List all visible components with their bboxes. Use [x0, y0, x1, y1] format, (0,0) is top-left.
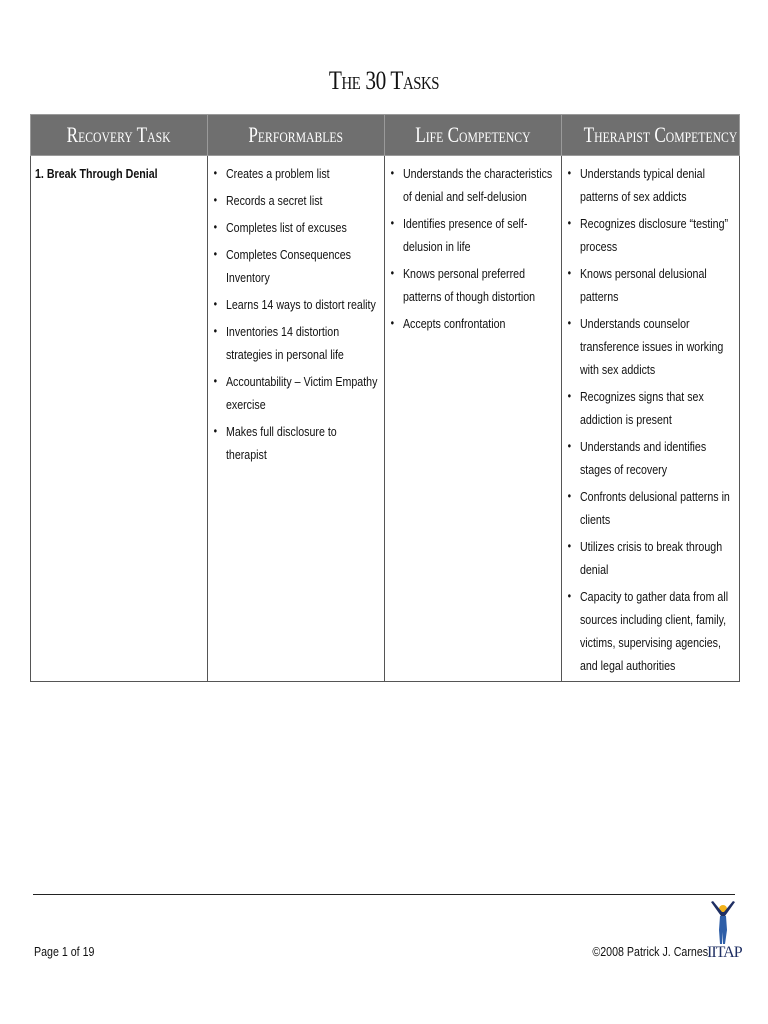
list-item: [212, 320, 380, 366]
list-item: [566, 385, 735, 431]
list-item-text: Understands typical denial patterns of sex addicts: [579, 166, 705, 204]
list-item-text: Confronts delusional patterns in clients: [579, 489, 730, 527]
list-item-text: Identifies presence of self-delusion in life: [402, 216, 528, 254]
list-item-text: Records a secret list: [225, 193, 323, 208]
list-item: [566, 262, 735, 308]
column-header-life-competency: Life Competency: [385, 115, 562, 156]
copyright-text: ©2008 Patrick J. Carnes: [592, 944, 708, 959]
bullet-icon: •: [213, 193, 218, 207]
list-item-text: Learns 14 ways to distort reality: [225, 297, 376, 312]
tasks-table: [30, 114, 740, 682]
list-item: [212, 370, 380, 416]
bullet-icon: •: [567, 439, 572, 453]
list-item: [566, 312, 735, 381]
list-item-text: Understands counselor transference issues in working with sex addicts: [579, 316, 724, 377]
list-item: [212, 189, 380, 212]
bullet-icon: •: [567, 216, 572, 230]
list-item-text: Knows personal delusional patterns: [579, 266, 707, 304]
bullet-icon: •: [213, 374, 218, 388]
bullet-icon: •: [567, 589, 572, 603]
list-item-text: Recognizes disclosure “testing” process: [579, 216, 729, 254]
bullet-icon: •: [567, 316, 572, 330]
bullet-icon: •: [213, 247, 218, 261]
recovery-task-cell: [31, 156, 208, 682]
column-header-performables: Performables: [208, 115, 385, 156]
list-item-text: Knows personal preferred patterns of though distortion: [402, 266, 536, 304]
person-raising-arms-icon: [707, 900, 739, 946]
list-item: [389, 162, 557, 208]
bullet-icon: •: [390, 166, 395, 180]
list-item: [389, 212, 557, 258]
bullet-icon: •: [567, 489, 572, 503]
bullet-icon: •: [213, 297, 218, 311]
iitap-logo: IITAP: [707, 900, 739, 962]
table-row: [31, 156, 740, 682]
list-item: [212, 293, 380, 316]
bullet-icon: •: [390, 316, 395, 330]
list-item-text: Inventories 14 distortion strategies in personal life: [225, 324, 344, 362]
column-header-therapist-competency: Therapist Competency: [562, 115, 740, 156]
list-item-text: Recognizes signs that sex addiction is present: [579, 389, 704, 427]
list-item: [212, 243, 380, 289]
bullet-icon: •: [567, 266, 572, 280]
list-item-text: Makes full disclosure to therapist: [225, 424, 337, 462]
bullet-icon: •: [390, 216, 395, 230]
list-item: [212, 162, 380, 185]
list-item-text: Understands and identifies stages of recovery: [579, 439, 707, 477]
performables-list: [212, 162, 380, 466]
performables-cell: [208, 156, 385, 682]
list-item: [212, 420, 380, 466]
footer-divider: [33, 894, 735, 895]
list-item: [566, 485, 735, 531]
bullet-icon: •: [213, 324, 218, 338]
column-header-recovery-task: Recovery Task: [31, 115, 208, 156]
list-item: [389, 312, 557, 335]
list-item-text: Completes list of excuses: [225, 220, 347, 235]
list-item: [566, 212, 735, 258]
list-item: [212, 216, 380, 239]
task-name: 1. Break Through Denial: [35, 166, 158, 181]
list-item-text: Capacity to gather data from all sources including client, family, victims, supervising agencies, and legal authorities: [579, 589, 729, 673]
table-header-row: [31, 115, 740, 156]
list-item: [389, 262, 557, 308]
list-item: [566, 435, 735, 481]
bullet-icon: •: [213, 220, 218, 234]
list-item-text: Accountability – Victim Empathy exercise: [225, 374, 378, 412]
list-item-text: Accepts confrontation: [402, 316, 506, 331]
bullet-icon: •: [567, 166, 572, 180]
life-competency-list: [389, 162, 557, 335]
life-competency-cell: [385, 156, 562, 682]
list-item: [566, 585, 735, 677]
therapist-competency-list: [566, 162, 735, 677]
page-title: The 30 Tasks: [328, 66, 440, 95]
page-number: Page 1 of 19: [34, 944, 95, 959]
bullet-icon: •: [567, 389, 572, 403]
bullet-icon: •: [567, 539, 572, 553]
bullet-icon: •: [213, 166, 218, 180]
list-item-text: Utilizes crisis to break through denial: [579, 539, 723, 577]
list-item-text: Creates a problem list: [225, 166, 330, 181]
bullet-icon: •: [390, 266, 395, 280]
list-item-text: Completes Consequences Inventory: [225, 247, 351, 285]
list-item-text: Understands the characteristics of denial and self-delusion: [402, 166, 553, 204]
bullet-icon: •: [213, 424, 218, 438]
list-item: [566, 162, 735, 208]
list-item: [566, 535, 735, 581]
therapist-competency-cell: [562, 156, 740, 682]
